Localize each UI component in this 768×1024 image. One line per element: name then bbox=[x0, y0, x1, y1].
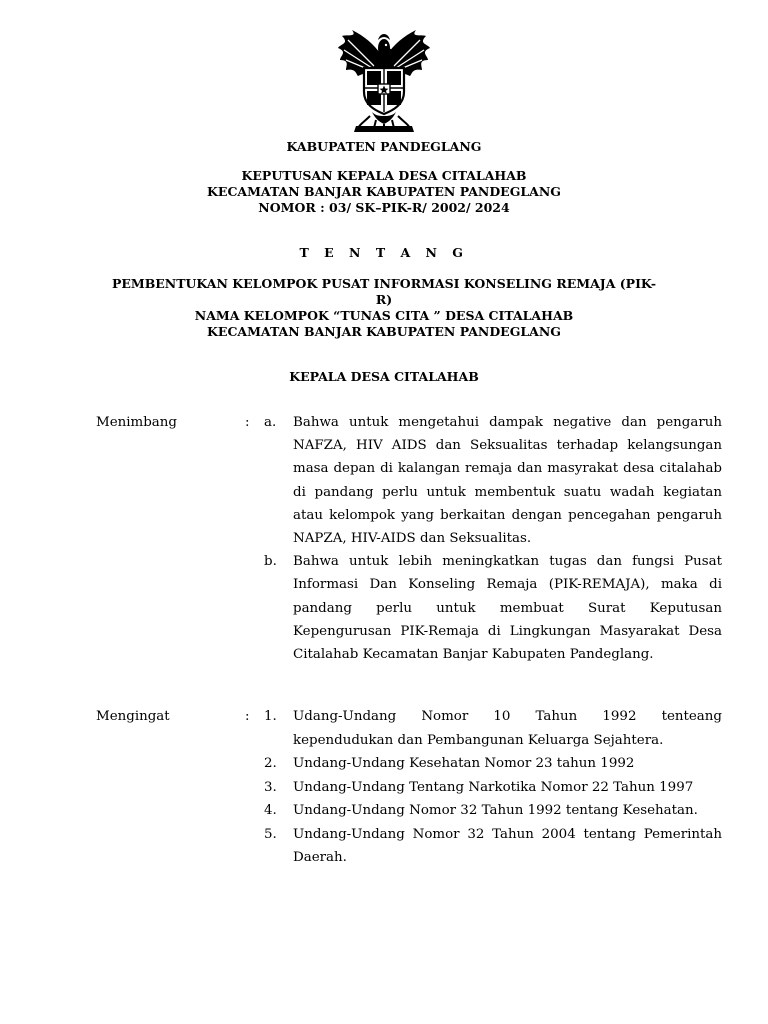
tentang-heading: T E N T A N G bbox=[299, 245, 469, 260]
mengingat-item bbox=[264, 705, 722, 752]
subject-line: R) bbox=[375, 292, 393, 307]
mengingat-colon: : bbox=[245, 709, 250, 724]
mengingat-item bbox=[264, 823, 722, 870]
subject-line: PEMBENTUKAN KELOMPOK PUSAT INFORMASI KONSELING REMAJA (PIK- bbox=[111, 276, 657, 291]
decree-line: KECAMATAN BANJAR KABUPATEN PANDEGLANG bbox=[207, 184, 561, 199]
list-item-text: Undang-Undang Nomor 32 Tahun 2004 tentang Pemerintah Daerah. bbox=[293, 826, 722, 865]
menimbang-item bbox=[264, 550, 722, 666]
list-item-text: Bahwa untuk lebih meningkatkan tugas dan fungsi Pusat Informasi Dan Konseling Remaja (PIK-REMAJA), maka di pandang perlu untuk membuat Surat Keputusan Kepengurusan PIK-Remaja di Lingkungan Masyarakat Desa Citalahab Kecamatan Banjar Kabupaten Pandeglang. bbox=[293, 554, 722, 663]
list-item-text: Bahwa untuk mengetahui dampak negative dan pengaruh NAFZA, HIV AIDS dan Seksualitas terhadap kelangsungan masa depan di kalangan remaja dan masyrakat desa citalahab di pandang perlu untuk membentuk suatu wadah kegiatan atau kelompok yang berkaitan dengan pencegahan pengaruh NAPZA, HIV-AIDS dan Seksualitas. bbox=[293, 415, 722, 547]
decree-number: NOMOR : 03/ SK–PIK-R/ 2002/ 2024 bbox=[258, 200, 510, 215]
list-item-text: Udang-Undang Nomor 10 Tahun 1992 tenteang kependudukan dan Pembangunan Keluarga Sejahtera. bbox=[293, 709, 722, 748]
mengingat-item bbox=[264, 752, 722, 776]
list-marker: 3. bbox=[264, 779, 277, 795]
subject-line: KECAMATAN BANJAR KABUPATEN PANDEGLANG bbox=[207, 324, 561, 339]
list-marker: 4. bbox=[264, 803, 277, 818]
list-item-text: Undang-Undang Nomor 32 Tahun 1992 tentang Kesehatan. bbox=[293, 803, 698, 818]
decree-line: KEPUTUSAN KEPALA DESA CITALAHAB bbox=[241, 168, 527, 183]
regency-title: KABUPATEN PANDEGLANG bbox=[286, 139, 482, 154]
garuda-pancasila-emblem-icon bbox=[334, 26, 434, 132]
menimbang-list bbox=[264, 411, 722, 666]
mengingat-item bbox=[264, 776, 722, 800]
list-item-text: Undang-Undang Kesehatan Nomor 23 tahun 1992 bbox=[293, 756, 635, 771]
menimbang-colon: : bbox=[245, 415, 250, 430]
menimbang-label: Menimbang bbox=[96, 415, 177, 430]
mengingat-item bbox=[264, 799, 722, 823]
mengingat-list bbox=[264, 705, 722, 870]
menimbang-item bbox=[264, 411, 722, 550]
list-marker: 2. bbox=[264, 756, 277, 771]
list-marker: a. bbox=[264, 415, 277, 430]
mengingat-label: Mengingat bbox=[96, 709, 170, 724]
list-item-text: Undang-Undang Tentang Narkotika Nomor 22 Tahun 1997 bbox=[293, 779, 694, 795]
decree-heading bbox=[80, 168, 688, 216]
list-marker: 1. bbox=[264, 709, 277, 724]
subject-line: NAMA KELOMPOK “TUNAS CITA ” DESA CITALAHAB bbox=[194, 308, 574, 323]
head-of-village-title: KEPALA DESA CITALAHAB bbox=[289, 369, 479, 384]
list-marker: 5. bbox=[264, 826, 277, 842]
subject-heading bbox=[80, 276, 688, 340]
list-marker: b. bbox=[264, 554, 277, 570]
